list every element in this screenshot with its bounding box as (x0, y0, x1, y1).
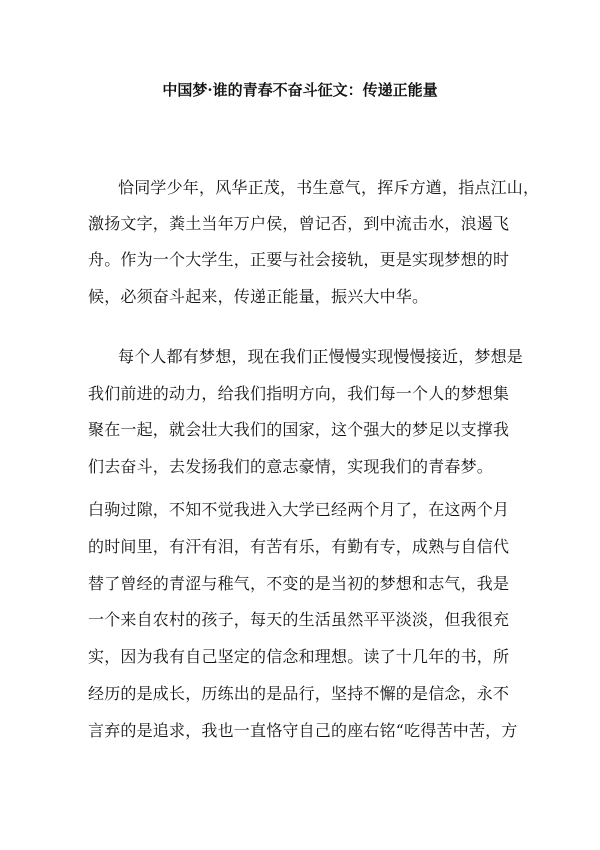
paragraph-2-line-3: 聚在一起，就会壮大我们的国家，这个强大的梦足以支撑我 (88, 420, 510, 439)
paragraph-2-line-1: 每个人都有梦想，现在我们正慢慢实现慢慢接近，梦想是 (118, 347, 524, 366)
paragraph-3-line-7: 言弃的是追求，我也一直恪守自己的座右铭“吃得苦中苦，方 (88, 721, 518, 740)
paragraph-3-line-3: 替了曾经的青涩与稚气，不变的是当初的梦想和志气，我是 (88, 574, 510, 593)
paragraph-1-line-4: 候，必须奋斗起来，传递正能量，振兴大中华。 (88, 287, 429, 306)
paragraph-3-line-5: 实，因为我有自己坚定的信念和理想。读了十几年的书，所 (88, 647, 510, 666)
paragraph-3-line-4: 一个来自农村的孩子，每天的生活虽然平平淡淡，但我很充 (88, 610, 510, 629)
paragraph-1-line-1: 恰同学少年，风华正茂，书生意气，挥斥方遒，指点江山， (118, 178, 540, 197)
paragraph-1-line-2: 激扬文字，粪土当年万户侯，曾记否，到中流击水，浪遏飞 (88, 214, 510, 233)
paragraph-1-line-3: 舟。作为一个大学生，正要与社会接轨，更是实现梦想的时 (88, 250, 510, 269)
paragraph-3-line-6: 经历的是成长，历练出的是品行，坚持不懈的是信念，永不 (88, 684, 510, 703)
paragraph-3-line-1: 白驹过隙，不知不觉我进入大学已经两个月了，在这两个月 (88, 500, 510, 519)
document-title: 中国梦·谁的青春不奋斗征文：传递正能量 (162, 81, 438, 99)
paragraph-3-line-2: 的时间里，有汗有泪，有苦有乐，有勤有专，成熟与自信代 (88, 537, 510, 556)
paragraph-2-line-2: 我们前进的动力，给我们指明方向，我们每一个人的梦想集 (88, 384, 510, 403)
paragraph-2-line-4: 们去奋斗，去发扬我们的意志豪情，实现我们的青春梦。 (88, 457, 494, 476)
